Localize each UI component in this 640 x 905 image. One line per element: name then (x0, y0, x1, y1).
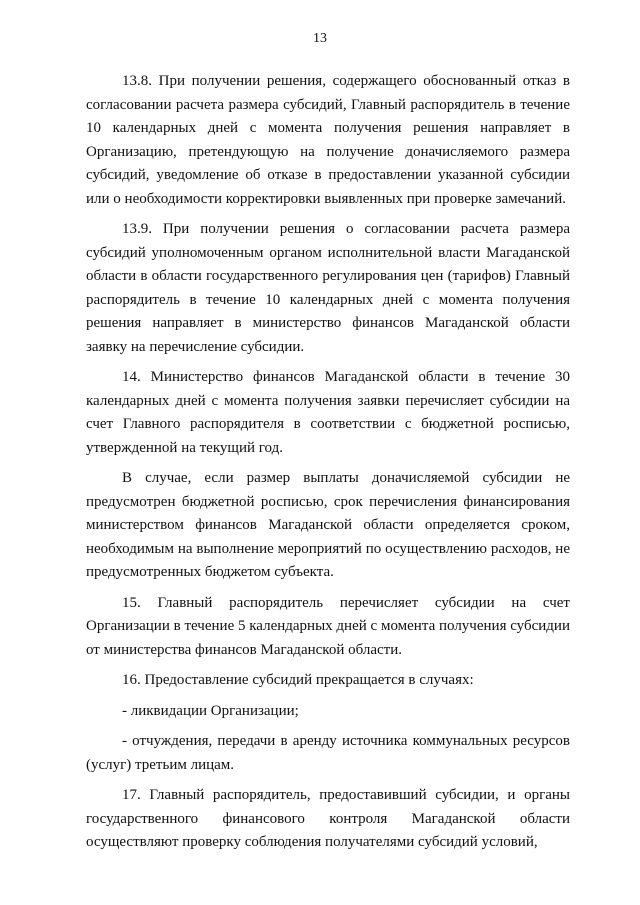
document-body (86, 70, 570, 855)
list-item-alienation: - отчуждения, передачи в аренду источника коммунальных ресурсов (услуг) третьим лицам. (86, 733, 570, 773)
paragraph-16: 16. Предоставление субсидий прекращается в случаях: (122, 672, 474, 688)
paragraph-13-8: 13.8. При получении решения, содержащего обоснованный отказ в согласовании расчета размера субсидий, Главный распорядитель в течение 10 календарных дней с момента получения решения направляет в Организацию, претендующую на получение доначисляемого размера субсидий, уведомление об отказе в предоставлении указанной субсидии или о необходимости корректировки выявленных при проверке замечаний. (86, 73, 570, 207)
paragraph-14: 14. Министерство финансов Магаданской области в течение 30 календарных дней с момента получения заявки перечисляет субсидии на счет Главного распорядителя в соответствии с бюджетной росписью, утвержденной на текущий год. (86, 369, 570, 456)
list-item-liquidation: - ликвидации Организации; (122, 702, 299, 719)
paragraph-15: 15. Главный распорядитель перечисляет субсидии на счет Организации в течение 5 календарных дней с момента получения субсидии от министерства финансов Магаданской области. (86, 594, 570, 658)
paragraph-17: 17. Главный распорядитель, предоставивший субсидии, и органы государственного финансового контроля Магаданской области осуществляют проверку соблюдения получателями субсидий условий, (86, 787, 570, 850)
paragraph-13-9: 13.9. При получении решения о согласовании расчета размера субсидий уполномоченным органом исполнительной власти Магаданской области в области государственного регулирования цен (тарифов) Главный распорядитель в течение 10 календарных дней с момента получения решения направляет в министерство финансов Магаданской области заявку на перечисление субсидии. (86, 221, 570, 355)
page-number: 13 (313, 31, 327, 46)
paragraph-14-note: В случае, если размер выплаты доначисляемой субсидии не предусмотрен бюджетной росписью, срок перечисления финансирования министерством финансов Магаданской области определяется сроком, необходимым на выполнение мероприятий по осуществлению расходов, не предусмотренных бюджетом субъекта. (86, 470, 570, 580)
